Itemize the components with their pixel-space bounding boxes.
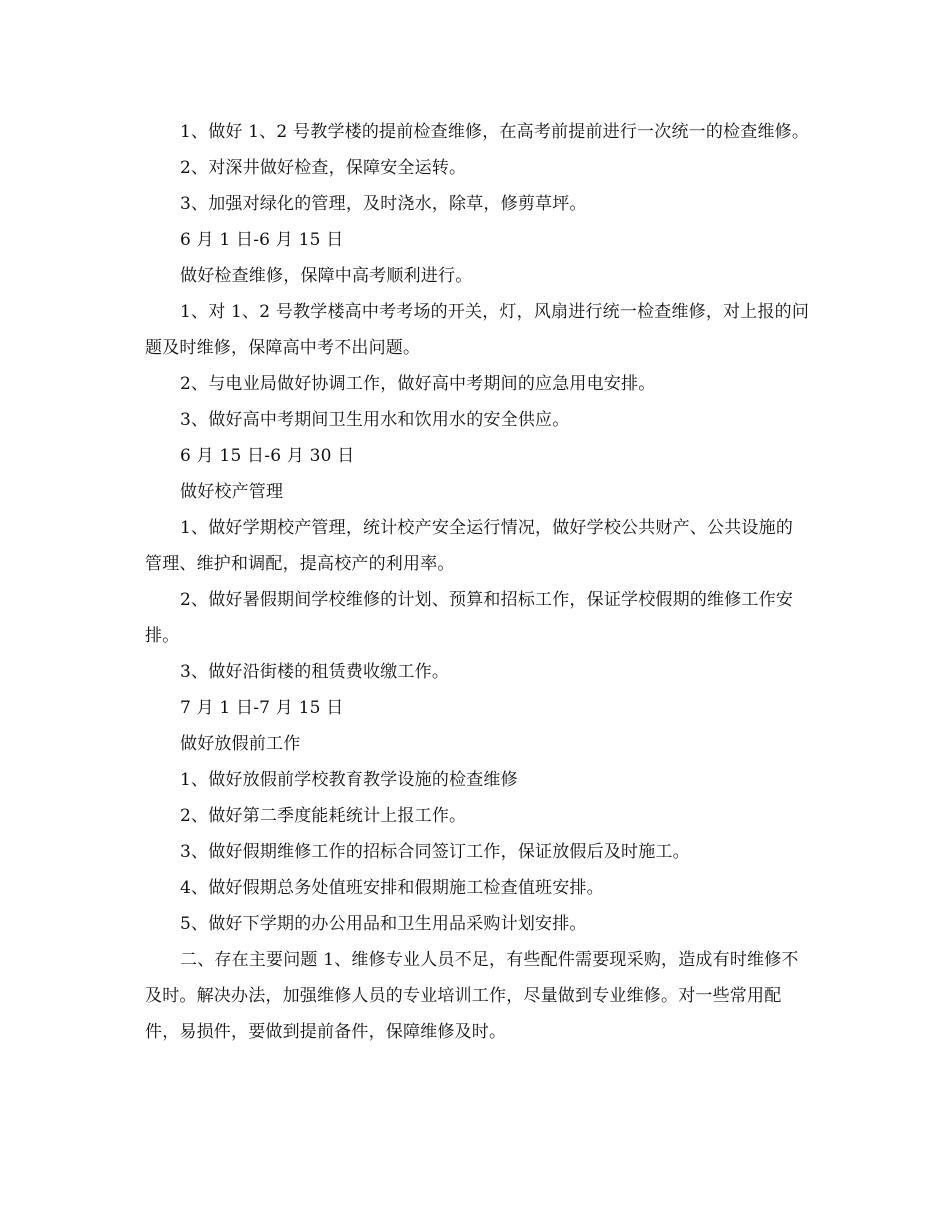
- section-heading: 做好校产管理: [180, 482, 284, 502]
- paragraph: 3、做好假期维修工作的招标合同签订工作，保证放假后及时施工。: [180, 842, 690, 862]
- section-date: 7 月 1 日-7 月 15 日: [180, 698, 344, 718]
- paragraph: 4、做好假期总务处值班安排和假期施工检查值班安排。: [180, 878, 604, 898]
- paragraph: 二、存在主要问题 1、维修专业人员不足，有些配件需要现采购，造成有时维修不及时。解决办法，加强维修人员的专业培训工作，尽量做到专业维修。对一些常用配件，易损件，要做到提前备件，保障维修及时。: [145, 950, 799, 1042]
- document-body: [145, 114, 810, 1050]
- section-heading: 做好检查维修，保障中高考顺利进行。: [180, 266, 473, 286]
- paragraph: 3、做好高中考期间卫生用水和饮用水的安全供应。: [180, 410, 570, 430]
- paragraph: 1、做好 1、2 号教学楼的提前检查维修，在高考前提前进行一次统一的检查维修。: [180, 122, 810, 142]
- paragraph: 2、做好暑假期间学校维修的计划、预算和招标工作，保证学校假期的维修工作安排。: [145, 590, 794, 646]
- paragraph: 2、做好第二季度能耗统计上报工作。: [180, 806, 467, 826]
- paragraph: 3、做好沿街楼的租赁费收缴工作。: [180, 662, 450, 682]
- section-date: 6 月 1 日-6 月 15 日: [180, 230, 344, 250]
- paragraph: 1、做好学期校产管理，统计校产安全运行情况，做好学校公共财产、公共设施的管理、维护和调配，提高校产的利用率。: [145, 518, 794, 574]
- paragraph: 2、与电业局做好协调工作，做好高中考期间的应急用电安排。: [180, 374, 656, 394]
- section-date: 6 月 15 日-6 月 30 日: [180, 446, 355, 466]
- paragraph: 3、加强对绿化的管理，及时浇水，除草，修剪草坪。: [180, 194, 587, 214]
- section-heading: 做好放假前工作: [180, 734, 301, 754]
- paragraph: 5、做好下学期的办公用品和卫生用品采购计划安排。: [180, 914, 587, 934]
- paragraph: 2、对深井做好检查，保障安全运转。: [180, 158, 467, 178]
- paragraph: 1、做好放假前学校教育教学设施的检查维修: [180, 770, 518, 790]
- paragraph: 1、对 1、2 号教学楼高中考考场的开关，灯，风扇进行统一检查维修，对上报的问题及时维修，保障高中考不出问题。: [145, 302, 810, 358]
